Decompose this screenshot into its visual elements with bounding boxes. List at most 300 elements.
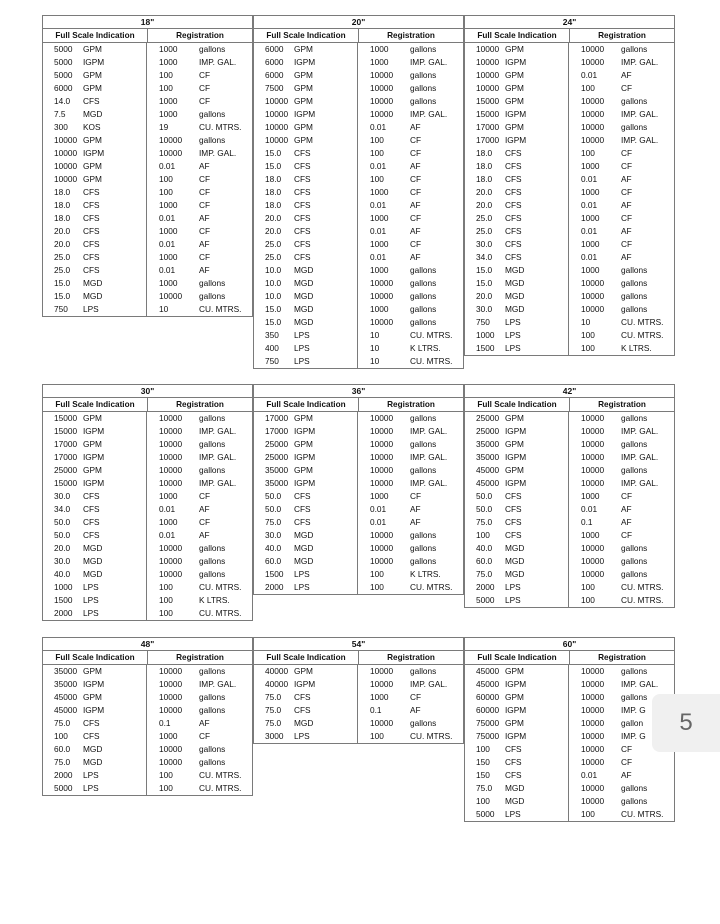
registration-value: 10000 xyxy=(581,569,605,579)
registration-value: 10000 xyxy=(581,44,605,54)
registration-unit: IMP. GAL. xyxy=(199,679,237,689)
flow-value: 10000 xyxy=(54,135,78,145)
flow-unit: CFS xyxy=(294,490,358,503)
registration-value: 10000 xyxy=(159,452,183,462)
registration-unit: CU. MTRS. xyxy=(621,809,664,819)
flow-value: 20.0 xyxy=(265,213,282,223)
registration-value: 10000 xyxy=(370,70,394,80)
flow-unit: MGD xyxy=(294,555,358,568)
table-row xyxy=(465,264,674,277)
table-row xyxy=(43,225,252,238)
flow-unit: IGPM xyxy=(294,108,358,121)
registration-value: 10000 xyxy=(159,757,183,767)
registration-value: 10000 xyxy=(581,666,605,676)
registration-value: 10000 xyxy=(581,304,605,314)
flow-unit: GPM xyxy=(505,69,569,82)
table-row xyxy=(465,568,674,581)
registration-value: 100 xyxy=(581,148,595,158)
table-row xyxy=(465,795,674,808)
flow-value: 40.0 xyxy=(476,543,493,553)
registration-unit: IMP. GAL. xyxy=(410,679,448,689)
table-size-header: 18" xyxy=(43,16,252,29)
table-size-header: 48" xyxy=(43,638,252,651)
table-size-header: 20" xyxy=(254,16,463,29)
registration-unit: gallons xyxy=(621,265,648,275)
flow-value: 5000 xyxy=(54,70,73,80)
flow-unit: IGPM xyxy=(83,451,147,464)
registration-unit: AF xyxy=(621,252,632,262)
flow-unit: IGPM xyxy=(505,134,569,147)
table-row xyxy=(43,743,252,756)
registration-value: 10000 xyxy=(370,278,394,288)
registration-unit: K LTRS. xyxy=(621,343,652,353)
table-row xyxy=(254,581,463,594)
table-row xyxy=(254,199,463,212)
registration-unit: CF xyxy=(410,174,422,184)
table-size-header: 36" xyxy=(254,385,463,398)
registration-unit: IMP. GAL. xyxy=(410,109,448,119)
flow-unit: LPS xyxy=(294,355,358,368)
flow-unit: LPS xyxy=(505,342,569,355)
registration-value: 1000 xyxy=(581,161,600,171)
registration-unit: CF xyxy=(199,83,211,93)
flow-value: 15000 xyxy=(476,96,500,106)
flow-value: 18.0 xyxy=(265,174,282,184)
registration-value: 1000 xyxy=(370,213,389,223)
registration-value: 10000 xyxy=(159,478,183,488)
registration-unit: CF xyxy=(199,491,211,501)
registration-value: 10000 xyxy=(370,413,394,423)
flow-unit: LPS xyxy=(505,808,569,821)
registration-value: 10 xyxy=(370,330,380,340)
flow-unit: MGD xyxy=(505,795,569,808)
registration-unit: CF xyxy=(621,187,633,197)
table-row xyxy=(465,808,674,821)
flow-unit: CFS xyxy=(294,147,358,160)
registration-column-header: Registration xyxy=(598,400,646,409)
flow-unit: LPS xyxy=(505,581,569,594)
flow-value: 45000 xyxy=(476,478,500,488)
registration-unit: IMP. GAL. xyxy=(621,57,659,67)
flow-value: 25.0 xyxy=(54,265,71,275)
registration-unit: gallons xyxy=(410,44,437,54)
registration-unit: gallons xyxy=(199,705,226,715)
registration-unit: CF xyxy=(621,239,633,249)
flow-value: 17000 xyxy=(265,426,289,436)
flow-value: 750 xyxy=(54,304,68,314)
registration-value: 0.01 xyxy=(370,200,387,210)
registration-unit: gallons xyxy=(199,278,226,288)
flow-unit: CFS xyxy=(505,160,569,173)
table-row xyxy=(43,464,252,477)
registration-unit: AF xyxy=(621,200,632,210)
registration-value: 1000 xyxy=(370,491,389,501)
flow-unit: LPS xyxy=(83,782,147,795)
flow-value: 75.0 xyxy=(54,718,71,728)
flow-unit: LPS xyxy=(294,730,358,743)
flow-unit: GPM xyxy=(83,43,147,56)
table-row xyxy=(465,147,674,160)
flow-unit: IGPM xyxy=(83,56,147,69)
flow-value: 300 xyxy=(54,122,68,132)
flow-value: 1000 xyxy=(476,330,495,340)
table-row xyxy=(254,355,463,368)
registration-unit: gallons xyxy=(621,278,648,288)
registration-unit: gallons xyxy=(621,122,648,132)
flow-value: 1000 xyxy=(54,582,73,592)
table-row xyxy=(465,121,674,134)
registration-value: 10000 xyxy=(581,692,605,702)
table-row xyxy=(465,290,674,303)
flow-unit: CFS xyxy=(83,95,147,108)
table-row xyxy=(43,290,252,303)
flow-value: 20.0 xyxy=(476,200,493,210)
flow-value: 6000 xyxy=(265,44,284,54)
table-row xyxy=(254,173,463,186)
registration-value: 10000 xyxy=(159,148,183,158)
table-row xyxy=(254,691,463,704)
registration-value: 10000 xyxy=(370,679,394,689)
registration-unit: AF xyxy=(410,504,421,514)
column-header-row xyxy=(254,651,463,665)
registration-unit: gallons xyxy=(621,439,648,449)
registration-value: 10000 xyxy=(581,744,605,754)
flow-value: 50.0 xyxy=(54,530,71,540)
flow-unit: CFS xyxy=(294,238,358,251)
flow-value: 25000 xyxy=(265,439,289,449)
table-row xyxy=(465,717,674,730)
table-row xyxy=(465,251,674,264)
table-row xyxy=(465,503,674,516)
meter-table xyxy=(464,384,675,608)
registration-unit: gallons xyxy=(621,556,648,566)
flow-unit: LPS xyxy=(83,581,147,594)
table-row xyxy=(43,56,252,69)
flow-unit: CFS xyxy=(505,186,569,199)
registration-unit: IMP. GAL. xyxy=(410,478,448,488)
column-header-row xyxy=(43,651,252,665)
flow-value: 15.0 xyxy=(476,265,493,275)
table-row xyxy=(43,147,252,160)
flow-value: 17000 xyxy=(476,135,500,145)
registration-unit: CU. MTRS. xyxy=(621,595,664,605)
registration-unit: AF xyxy=(199,213,210,223)
flow-unit: MGD xyxy=(83,108,147,121)
registration-value: 10000 xyxy=(370,556,394,566)
table-row xyxy=(254,303,463,316)
table-row xyxy=(43,160,252,173)
flow-value: 75.0 xyxy=(476,783,493,793)
flow-value: 40000 xyxy=(265,666,289,676)
registration-value: 0.01 xyxy=(370,504,387,514)
table-row xyxy=(43,412,252,425)
registration-value: 10000 xyxy=(159,705,183,715)
registration-value: 0.01 xyxy=(581,252,598,262)
flow-unit: CFS xyxy=(83,490,147,503)
flow-value: 34.0 xyxy=(54,504,71,514)
table-row xyxy=(254,264,463,277)
table-row xyxy=(43,607,252,620)
flow-value: 10000 xyxy=(476,83,500,93)
flow-unit: CFS xyxy=(294,186,358,199)
table-row xyxy=(254,665,463,678)
flow-unit: MGD xyxy=(294,542,358,555)
registration-value: 10000 xyxy=(370,478,394,488)
registration-unit: gallons xyxy=(410,413,437,423)
flow-value: 50.0 xyxy=(54,517,71,527)
table-row xyxy=(254,147,463,160)
registration-value: 0.01 xyxy=(581,200,598,210)
registration-unit: CU. MTRS. xyxy=(410,582,453,592)
flow-value: 15.0 xyxy=(476,278,493,288)
flow-unit: GPM xyxy=(505,438,569,451)
registration-unit: gallons xyxy=(621,413,648,423)
flow-unit: CFS xyxy=(83,717,147,730)
table-row xyxy=(43,581,252,594)
registration-value: 10000 xyxy=(370,666,394,676)
registration-value: 10000 xyxy=(159,135,183,145)
registration-value: 1000 xyxy=(159,731,178,741)
flow-value: 400 xyxy=(265,343,279,353)
flow-value: 75000 xyxy=(476,718,500,728)
flow-unit: CFS xyxy=(505,516,569,529)
table-row xyxy=(43,594,252,607)
registration-value: 10000 xyxy=(581,452,605,462)
registration-unit: K LTRS. xyxy=(410,569,441,579)
table-row xyxy=(254,225,463,238)
registration-value: 10000 xyxy=(370,109,394,119)
registration-unit: IMP. GAL. xyxy=(621,452,659,462)
registration-value: 10000 xyxy=(581,679,605,689)
registration-unit: gallons xyxy=(199,666,226,676)
flow-value: 25.0 xyxy=(476,213,493,223)
flow-unit: GPM xyxy=(294,412,358,425)
registration-value: 10000 xyxy=(370,426,394,436)
registration-unit: AF xyxy=(621,174,632,184)
registration-unit: AF xyxy=(621,504,632,514)
flow-unit: GPM xyxy=(505,82,569,95)
flow-unit: CFS xyxy=(505,529,569,542)
flow-value: 20.0 xyxy=(476,291,493,301)
registration-value: 1000 xyxy=(159,109,178,119)
flow-value: 2000 xyxy=(265,582,284,592)
table-row xyxy=(43,425,252,438)
column-header-row xyxy=(254,398,463,412)
registration-value: 10000 xyxy=(581,478,605,488)
registration-unit: CF xyxy=(621,148,633,158)
registration-value: 10000 xyxy=(370,452,394,462)
flow-value: 15000 xyxy=(54,478,78,488)
registration-value: 0.01 xyxy=(159,530,176,540)
flow-unit: GPM xyxy=(83,438,147,451)
table-row xyxy=(465,756,674,769)
flow-value: 5000 xyxy=(54,783,73,793)
table-row xyxy=(465,342,674,355)
table-row xyxy=(465,542,674,555)
registration-value: 0.01 xyxy=(370,122,387,132)
flow-unit: CFS xyxy=(294,212,358,225)
registration-unit: CF xyxy=(199,70,211,80)
registration-unit: gallons xyxy=(410,556,437,566)
table-row xyxy=(43,665,252,678)
flow-value: 18.0 xyxy=(265,187,282,197)
flow-unit: CFS xyxy=(505,199,569,212)
table-row xyxy=(465,173,674,186)
registration-unit: AF xyxy=(410,705,421,715)
registration-unit: CU. MTRS. xyxy=(621,317,664,327)
registration-value: 100 xyxy=(581,330,595,340)
flow-unit: GPM xyxy=(83,134,147,147)
table-row xyxy=(43,704,252,717)
flow-value: 75.0 xyxy=(476,517,493,527)
registration-unit: CU. MTRS. xyxy=(199,122,242,132)
table-size-header: 24" xyxy=(465,16,674,29)
table-row xyxy=(465,225,674,238)
registration-value: 0.01 xyxy=(159,504,176,514)
registration-unit: IMP. G xyxy=(621,705,646,715)
flow-value: 14.0 xyxy=(54,96,71,106)
flow-value: 75.0 xyxy=(265,705,282,715)
registration-column-header: Registration xyxy=(598,31,646,40)
flow-value: 10000 xyxy=(476,57,500,67)
flow-value: 5000 xyxy=(54,57,73,67)
registration-value: 0.01 xyxy=(581,226,598,236)
flow-unit: IGPM xyxy=(294,477,358,490)
registration-unit: CF xyxy=(621,161,633,171)
flow-value: 350 xyxy=(265,330,279,340)
registration-value: 10000 xyxy=(581,465,605,475)
meter-table xyxy=(42,384,253,621)
registration-value: 10000 xyxy=(159,439,183,449)
registration-unit: CU. MTRS. xyxy=(199,783,242,793)
registration-value: 1000 xyxy=(370,692,389,702)
registration-unit: CU. MTRS. xyxy=(199,582,242,592)
flow-unit: CFS xyxy=(83,503,147,516)
registration-value: 100 xyxy=(581,343,595,353)
table-row xyxy=(254,678,463,691)
flow-unit: MGD xyxy=(505,303,569,316)
flow-unit: IGPM xyxy=(505,451,569,464)
flow-value: 15.0 xyxy=(265,148,282,158)
flow-unit: IGPM xyxy=(83,147,147,160)
registration-unit: IMP. GAL. xyxy=(410,452,448,462)
registration-unit: gallons xyxy=(621,569,648,579)
registration-value: 10000 xyxy=(159,692,183,702)
table-row xyxy=(465,464,674,477)
registration-unit: gallons xyxy=(199,543,226,553)
table-row xyxy=(254,477,463,490)
flow-unit: MGD xyxy=(294,264,358,277)
registration-value: 10000 xyxy=(370,543,394,553)
flow-value: 10.0 xyxy=(265,291,282,301)
flow-value: 1500 xyxy=(476,343,495,353)
registration-unit: AF xyxy=(199,239,210,249)
registration-value: 100 xyxy=(370,731,384,741)
flow-unit: LPS xyxy=(294,581,358,594)
registration-unit: gallons xyxy=(199,135,226,145)
flow-unit: MGD xyxy=(505,264,569,277)
flow-unit: IGPM xyxy=(505,704,569,717)
flow-value: 1500 xyxy=(54,595,73,605)
flow-value: 6000 xyxy=(265,70,284,80)
flow-unit: LPS xyxy=(83,594,147,607)
flow-value: 17000 xyxy=(476,122,500,132)
page-number-tab[interactable]: 5 xyxy=(652,694,720,752)
table-row xyxy=(254,704,463,717)
flow-unit: IGPM xyxy=(294,451,358,464)
flow-value: 100 xyxy=(54,731,68,741)
table-row xyxy=(43,43,252,56)
flow-value: 25000 xyxy=(265,452,289,462)
flow-value: 10.0 xyxy=(265,265,282,275)
flow-unit: IGPM xyxy=(505,56,569,69)
flow-unit: GPM xyxy=(294,665,358,678)
indication-column-header: Full Scale Indication xyxy=(43,398,148,411)
flow-value: 60000 xyxy=(476,692,500,702)
registration-value: 10000 xyxy=(581,705,605,715)
flow-unit: CFS xyxy=(294,691,358,704)
registration-value: 0.01 xyxy=(159,239,176,249)
flow-unit: IGPM xyxy=(294,56,358,69)
flow-value: 5000 xyxy=(476,595,495,605)
flow-unit: CFS xyxy=(505,212,569,225)
meter-table xyxy=(42,15,253,317)
registration-unit: CF xyxy=(199,200,211,210)
registration-unit: gallons xyxy=(410,718,437,728)
registration-unit: AF xyxy=(410,200,421,210)
flow-value: 25000 xyxy=(476,426,500,436)
table-row xyxy=(43,717,252,730)
registration-column-header: Registration xyxy=(387,400,435,409)
flow-value: 10000 xyxy=(265,135,289,145)
flow-value: 75.0 xyxy=(265,517,282,527)
registration-unit: AF xyxy=(621,226,632,236)
flow-value: 20.0 xyxy=(265,226,282,236)
table-row xyxy=(43,477,252,490)
table-row xyxy=(465,95,674,108)
registration-value: 10 xyxy=(159,304,169,314)
registration-column-header: Registration xyxy=(176,31,224,40)
registration-unit: gallons xyxy=(410,291,437,301)
registration-unit: CU. MTRS. xyxy=(410,356,453,366)
registration-value: 10000 xyxy=(581,757,605,767)
registration-unit: IMP. GAL. xyxy=(410,426,448,436)
table-row xyxy=(43,529,252,542)
flow-value: 75000 xyxy=(476,731,500,741)
flow-value: 2000 xyxy=(54,608,73,618)
table-row xyxy=(254,503,463,516)
registration-unit: IMP. GAL. xyxy=(199,478,237,488)
registration-value: 1000 xyxy=(159,200,178,210)
table-row xyxy=(43,730,252,743)
flow-value: 35000 xyxy=(265,478,289,488)
registration-unit: gallons xyxy=(410,465,437,475)
flow-value: 20.0 xyxy=(54,543,71,553)
table-row xyxy=(43,503,252,516)
registration-column-header: Registration xyxy=(176,653,224,662)
registration-value: 1000 xyxy=(159,57,178,67)
flow-unit: GPM xyxy=(294,69,358,82)
registration-value: 10000 xyxy=(370,439,394,449)
flow-unit: CFS xyxy=(505,490,569,503)
registration-unit: gallons xyxy=(410,304,437,314)
registration-unit: AF xyxy=(621,770,632,780)
flow-value: 5000 xyxy=(54,44,73,54)
table-row xyxy=(43,769,252,782)
table-row xyxy=(254,108,463,121)
registration-unit: gallons xyxy=(621,465,648,475)
registration-value: 0.01 xyxy=(581,770,598,780)
